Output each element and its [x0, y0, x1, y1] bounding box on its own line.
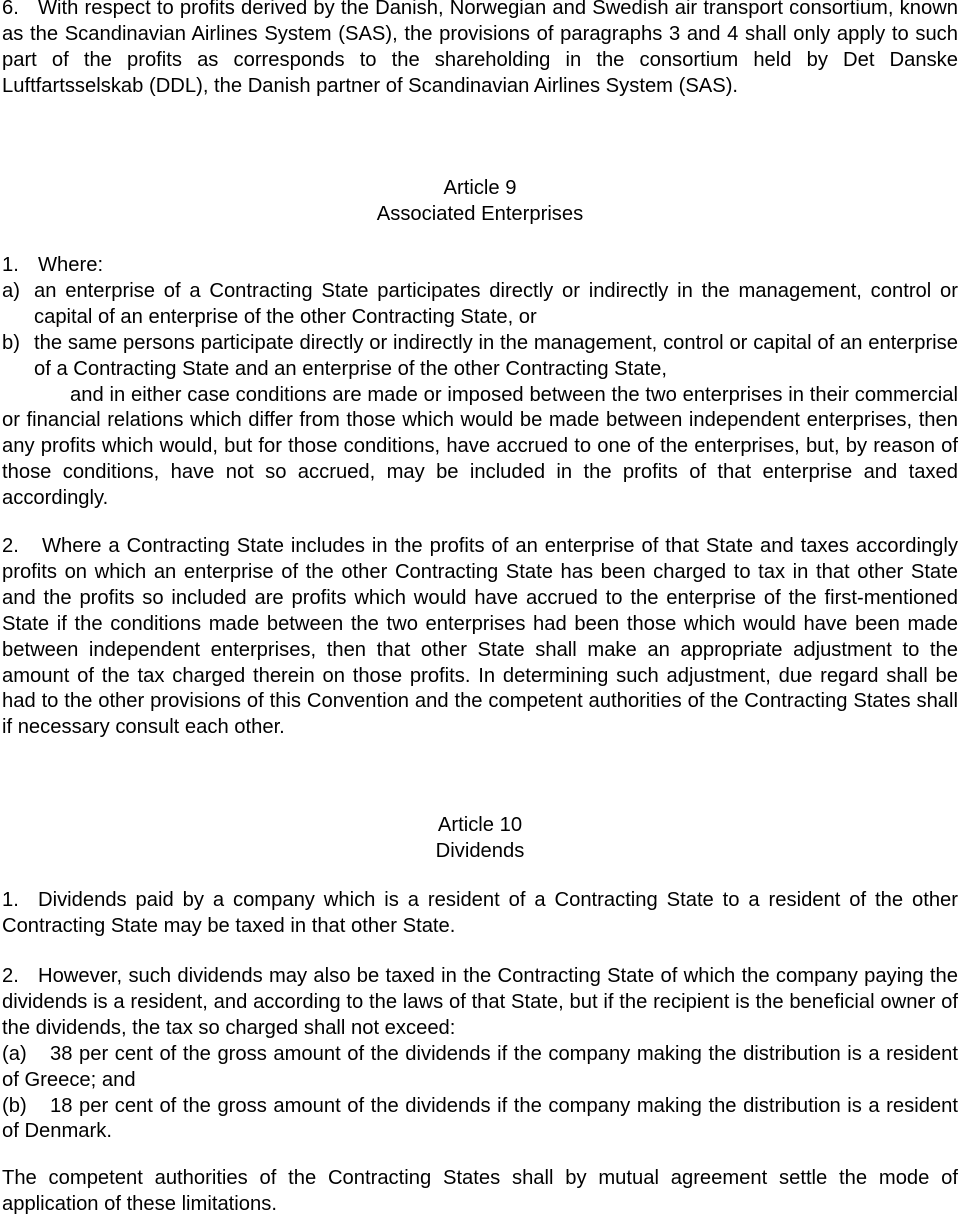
art10-paragraph-3: The competent authorities of the Contracting States shall by mutual agreement settle the mode of application of these limitations. [2, 1167, 958, 1215]
paragraph-intro [0, 964, 960, 1042]
paragraph-number: 2. [2, 535, 19, 557]
article-title: Article 9 [443, 177, 517, 199]
article-10-heading [0, 813, 960, 865]
paragraph-number: 1. [2, 889, 19, 911]
list-item-a [0, 1042, 960, 1094]
list-label: (a) [2, 1042, 27, 1065]
art10-paragraph-1 [0, 888, 960, 940]
paragraph-continuation: and in either case conditions are made or imposed between the two enterprises in their commercial or financial relations which differ from those which would be made between independent enterprises, then any profits which would, but for those conditions, have accrued to one of the enterprises, but, by reason of those conditions, have not so accrued, may be included in the profits of that enterprise and taxed accordingly. [2, 383, 958, 510]
paragraph-text: Where: [38, 254, 104, 276]
article-title: Article 10 [437, 814, 523, 836]
paragraph-text: However, such dividends may also be taxed in the Contracting State of which the company paying the dividends is a resident, and according to the laws of that State, but if the recipient is the beneficial owner of the dividends, the tax so charged shall not exceed: [2, 965, 958, 1039]
list-text: the same persons participate directly or indirectly in the management, control or capital of an enterprise of a Contracting State and an enterprise of the other Contracting State, [34, 331, 958, 380]
list-label: (b) [2, 1094, 27, 1117]
art10-paragraph-2 [0, 964, 960, 1145]
paragraph-number: 1. [2, 254, 19, 276]
art9-paragraph-1 [0, 253, 960, 512]
paragraph-number: 6. [2, 0, 19, 19]
paragraph-text: With respect to profits derived by the Danish, Norwegian and Swedish air transport consortium, known as the Scandinavian Airlines System (SAS), the provisions of paragraphs 3 and 4 shall only apply to such part of the profits as corresponds to the shareholding in the consortium held by Det Danske Luftfartsselskab (DDL), the Danish partner of Scandinavian Airlines System (SAS). [2, 0, 958, 97]
art8-paragraph-6 [0, 0, 960, 100]
list-text: 18 per cent of the gross amount of the dividends if the company making the distribution is a resident of Denmark. [2, 1094, 958, 1143]
list-label: a) [2, 279, 20, 302]
list-item-b [0, 1094, 960, 1146]
list-text: an enterprise of a Contracting State participates directly or indirectly in the management, control or capital of an enterprise of the other Contracting State, or [34, 279, 958, 328]
art9-paragraph-2 [0, 534, 960, 741]
article-9-heading [0, 176, 960, 228]
list-item-a [0, 279, 960, 331]
paragraph-text: Dividends paid by a company which is a resident of a Contracting State to a resident of the other Contracting State may be taxed in that other State. [2, 889, 958, 937]
paragraph-text: Where a Contracting State includes in the profits of an enterprise of that State and taxes accordingly profits on which an enterprise of the other Contracting State has been charged to tax in that other State and the profits so included are profits which would have accrued to the enterprise of the first-mentioned State if the conditions made between the two enterprises had been those which would have been made between independent enterprises, then that other State shall make an appropriate adjustment to the amount of the tax charged therein on those profits. In determining such adjustment, due regard shall be had to the other provisions of this Convention and the competent authorities of the Contracting States shall if necessary consult each other. [2, 535, 958, 739]
article-subtitle: Associated Enterprises [376, 202, 584, 225]
list-text: 38 per cent of the gross amount of the dividends if the company making the distribution is a resident of Greece; and [2, 1042, 958, 1091]
list-label: b) [2, 331, 20, 354]
list-item-b [0, 331, 960, 383]
article-subtitle: Dividends [435, 839, 525, 862]
paragraph-number: 2. [2, 965, 19, 987]
paragraph-intro [0, 253, 960, 279]
